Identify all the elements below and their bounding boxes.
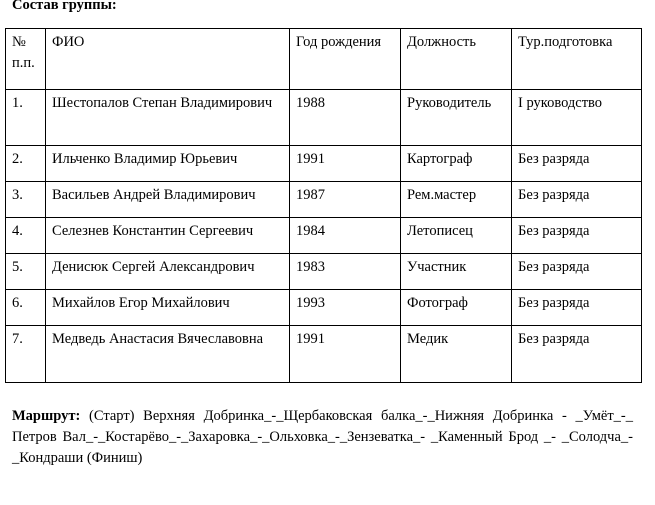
header-cell-prep: Тур.подготовка bbox=[512, 29, 642, 90]
cell-year: 1991 bbox=[290, 146, 401, 182]
table-row bbox=[6, 326, 642, 383]
table-row bbox=[6, 254, 642, 290]
table-row bbox=[6, 218, 642, 254]
cell-prep: Без разряда bbox=[512, 146, 642, 182]
cell-year: 1983 bbox=[290, 254, 401, 290]
table-row bbox=[6, 290, 642, 326]
cell-name: Селезнев Константин Сергеевич bbox=[46, 218, 290, 254]
cell-prep: Без разряда bbox=[512, 326, 642, 383]
cell-name: Ильченко Владимир Юрьевич bbox=[46, 146, 290, 182]
cell-number: 3. bbox=[6, 182, 46, 218]
cell-role: Летописец bbox=[401, 218, 512, 254]
header-cell-name: ФИО bbox=[46, 29, 290, 90]
cell-role: Участник bbox=[401, 254, 512, 290]
cell-role: Картограф bbox=[401, 146, 512, 182]
cell-number: 1. bbox=[6, 90, 46, 146]
cell-prep: Без разряда bbox=[512, 218, 642, 254]
cell-name: Васильев Андрей Владимирович bbox=[46, 182, 290, 218]
table-header-row bbox=[6, 29, 642, 90]
header-cell-number: № п.п. bbox=[6, 29, 46, 90]
cell-prep: Без разряда bbox=[512, 290, 642, 326]
cell-year: 1993 bbox=[290, 290, 401, 326]
route-text: (Старт) Верхняя Добринка_-_Щербаковская балка_-_Нижняя Добринка - _Умёт_-_ Петров Вал_-_Костарёво_-_Захаровка_-_Ольховка_-_Зензеватка_- _Каменный Брод _- _Солодча_- _Кондраши (Финиш) bbox=[12, 408, 634, 466]
cell-year: 1988 bbox=[290, 90, 401, 146]
cell-year: 1987 bbox=[290, 182, 401, 218]
cell-number: 7. bbox=[6, 326, 46, 383]
cell-role: Медик bbox=[401, 326, 512, 383]
cell-name: Денисюк Сергей Александрович bbox=[46, 254, 290, 290]
cell-role: Рем.мастер bbox=[401, 182, 512, 218]
cell-number: 4. bbox=[6, 218, 46, 254]
route-label: Маршрут: bbox=[12, 408, 81, 424]
cell-number: 2. bbox=[6, 146, 46, 182]
cell-number: 6. bbox=[6, 290, 46, 326]
route-paragraph bbox=[12, 406, 633, 469]
group-table bbox=[5, 28, 642, 383]
cell-name: Медведь Анастасия Вячеславовна bbox=[46, 326, 290, 383]
table-row bbox=[6, 182, 642, 218]
cell-year: 1984 bbox=[290, 218, 401, 254]
cell-prep: Без разряда bbox=[512, 254, 642, 290]
cell-year: 1991 bbox=[290, 326, 401, 383]
cell-number: 5. bbox=[6, 254, 46, 290]
table-row bbox=[6, 90, 642, 146]
group-heading: Состав группы: bbox=[12, 0, 117, 13]
cell-name: Шестопалов Степан Владимирович bbox=[46, 90, 290, 146]
cell-name: Михайлов Егор Михайлович bbox=[46, 290, 290, 326]
cell-role: Руководитель bbox=[401, 90, 512, 146]
table-row bbox=[6, 146, 642, 182]
cell-role: Фотограф bbox=[401, 290, 512, 326]
cell-prep: I руководство bbox=[512, 90, 642, 146]
header-cell-role: Должность bbox=[401, 29, 512, 90]
header-cell-year: Год рождения bbox=[290, 29, 401, 90]
cell-prep: Без разряда bbox=[512, 182, 642, 218]
